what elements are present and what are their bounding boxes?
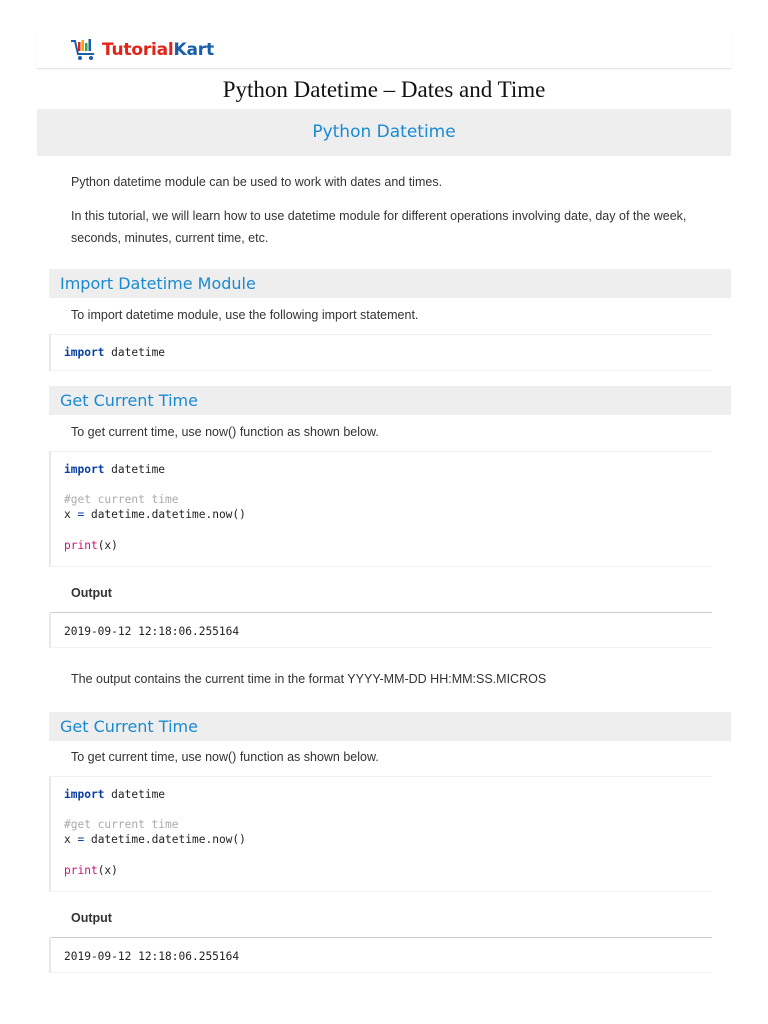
banner-title: Python Datetime (37, 109, 731, 156)
code-comment: #get current time (64, 818, 179, 831)
section-heading-import: Import Datetime Module (49, 269, 731, 298)
output-explanation: The output contains the current time in the format YYYY-MM-DD HH:MM:SS.MICROS (71, 672, 547, 686)
output-block-2 (49, 937, 712, 973)
section-heading-current-time: Get Current Time (49, 386, 731, 415)
code-line (64, 864, 118, 877)
code-comment: #get current time (64, 493, 179, 506)
site-header (37, 30, 731, 69)
code-line (64, 539, 118, 552)
code-expr: datetime.datetime.now() (84, 833, 246, 846)
tutorialkart-logo[interactable] (69, 36, 214, 64)
code-line (64, 346, 165, 359)
code-line (64, 833, 246, 846)
code-block-import (49, 334, 712, 371)
code-block-current-time-2 (49, 776, 712, 892)
code-line (64, 508, 246, 521)
code-module: datetime (104, 463, 166, 476)
code-var: x (64, 833, 78, 846)
section-text-current-time-2: To get current time, use now() function as shown below. (71, 750, 379, 764)
intro-paragraph-1: Python datetime module can be used to work with dates and times. (71, 175, 443, 189)
code-line (64, 788, 165, 801)
intro-paragraph-2-line-2: seconds, minutes, current time, etc. (71, 231, 269, 245)
code-builtin: print (64, 539, 98, 552)
intro-paragraph-2-line-1: In this tutorial, we will learn how to use datetime module for different operations involving date, day of the week, (71, 209, 687, 223)
code-module: datetime (104, 788, 166, 801)
output-text-2: 2019-09-12 12:18:06.255164 (64, 950, 240, 963)
code-expr: datetime.datetime.now() (84, 508, 246, 521)
logo-text (102, 40, 214, 60)
code-args: (x) (97, 864, 118, 877)
page-title: Python Datetime – Dates and Time (222, 77, 546, 102)
code-args: (x) (97, 539, 118, 552)
output-label-2: Output (71, 911, 112, 925)
code-keyword: import (64, 346, 105, 359)
output-block (49, 612, 712, 648)
intro-paragraph-2 (71, 205, 711, 249)
output-label: Output (71, 586, 112, 600)
section-text-current-time: To get current time, use now() function as shown below. (71, 425, 379, 439)
code-keyword: import (64, 788, 105, 801)
cart-logo-icon (69, 38, 99, 62)
output-text: 2019-09-12 12:18:06.255164 (64, 625, 240, 638)
code-builtin: print (64, 864, 98, 877)
code-operator: = (77, 833, 85, 846)
logo-text-part2: Kart (173, 40, 214, 60)
logo-text-part1: Tutorial (102, 40, 174, 60)
code-module: datetime (104, 346, 166, 359)
code-line (64, 463, 165, 476)
code-keyword: import (64, 463, 105, 476)
section-heading-current-time-2: Get Current Time (49, 712, 731, 741)
code-block-current-time (49, 451, 712, 567)
code-operator: = (77, 508, 85, 521)
section-text-import: To import datetime module, use the following import statement. (71, 308, 419, 322)
code-var: x (64, 508, 78, 521)
